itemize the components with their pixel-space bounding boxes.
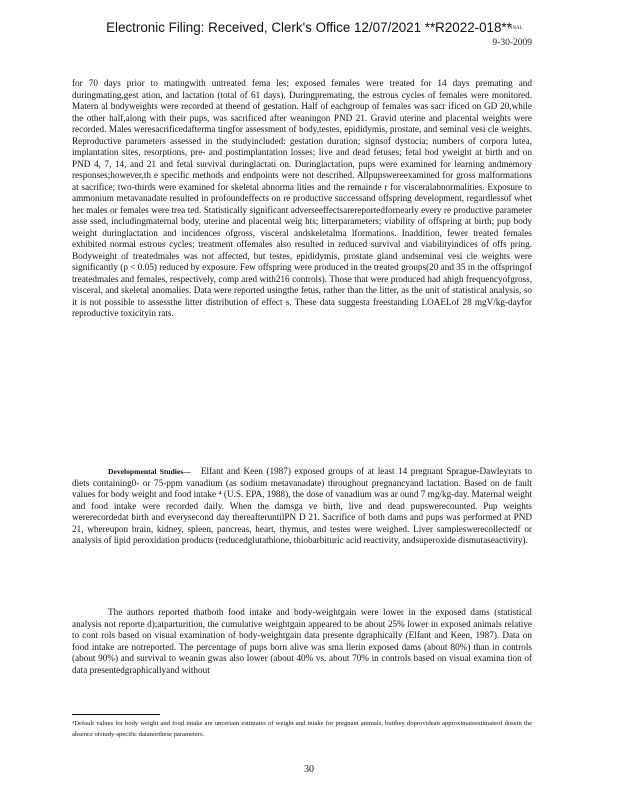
header-date: 9-30-2009 bbox=[492, 38, 532, 48]
section-heading-developmental-studies: Developmental Studies— bbox=[108, 467, 191, 476]
body-text-block-3 bbox=[72, 607, 532, 686]
body-text-block-2 bbox=[72, 466, 532, 557]
footnote: ⁴Default values for body weight and food intake are uncertain estimates of weight and intake for pregnant animals, butthey doprovidean approximateestimateof dosein the absence ofstudy-specific datanorthese parameters. bbox=[72, 720, 532, 738]
paragraph-1: for 70 days prior to matingwith untreated fema les; exposed females were treated for 14 days premating and duringmating,gest ation, and lactation (total of 61 days). Duringpremating, the estrous cycles of females were monitored. Matern al bodyweights were recorded at theend of gestation. Half of eachgroup of females was sacr ificed on GD 20,while the other half,along with their pups, was sacrificed after weaningon PND 21. Gravid uterine and placental weights were recorded. Males weresacrificedafterma tingfor assessment of body,testes, epididymis, prostate, and seminal vesi cle weights. Reproductive parameters assessed in the studyincluded: gestation duration; signsof dystocia; numbers of corpora lutea, implantation sites, resorptions, pre- and postimplantation losses; live and dead fetuses; fetal bod yweight at birth and on PND 4, 7, 14, and 21 and fetal survival duringlactati on. Duringlactation, pups were examined for learning andmemory responses;however,th e specific methods and endpoints were not described. Allpupswereexamined for gross malformations at sacrifice; two-thirds were examined for skeletal abnorma lities and the remainde r for visceralabnormalities. Exposure to ammonium metavanadate resulted in profoundeffects on re productive successand offspring development, regardlessof whet her males or females were trea ted. Statistically significant adverseeffectsarereportedfornearly every re productive parameter asse ssed, includingmaternal body, uterine and placental weig hts; litterparameters; viability of offspring at birth; pup body weight duringlactation and incidences ofgross, visceral andskeletalma lformations. Inaddition, fewer treated females exhibited normal estrous cycles; treatment offemales also resulted in reduced survival and viabilityindices of offs pring. Bodyweight of treatedmales was not affected, but testes, epididymis, prostate gland andseminal vesi cle weights were significantly (p < 0.05) reduced by exposure. Few offspring were produced in the treated groups(20 and 35 in the offspringof treatedmales and females, respectively, comp ared with216 controls). Those that were produced had ahigh frequencyofgross, visceral, and skeletal anomalies. Data were reported usingthe fetus, rather than the litter, as the unit of statistical analysis, so it is not possible to assessthe litter distribution of effect s. These data suggesta freestanding LOAELof 28 mgV/kg-dayfor reproductive toxicityin rats. bbox=[72, 78, 532, 318]
paragraph-2-text: Elfant and Keen (1987) exposed groups of at least 14 pregnant Sprague-Dawleyrats to diets containing0- or 75-ppm vanadium (as sodium metavanadate) throughout pregnancyand lactation. Based on de fault values for body weight and food intake ⁴ (U.S. EPA, 1988), the dose of vanadium was ar ound 7 mg/kg-day. Maternal weight and food intake were recorded daily. When the damsga ve birth, live and dead pupswerecounted. Pup weights wererecordedat birth and everysecond day thereafteruntilPN D 21. Sacrifice of both dams and pups was performed at PND 21, whereupon brain, kidney, spleen, pancreas, heart, thymus, and testes were weighed. Liver sampleswerecollectedf or analysis of lipid peroxidation products (reducedglutathione, thiobarbituric acid reactivity, andsuperoxide dismutaseactivity). bbox=[72, 466, 532, 545]
paragraph-3: The authors reported thatboth food intake and body-weightgain were lower in the exposed dams (statistical analysis not reporte d);atparturition, the cumulative weightgain appeared to be about 25% lower in exposed animals relative to cont rols based on visual examination of body-weightgain data presente dgraphically (Elfant and Keen, 1987). Data on food intake are notreported. The percentage of pups born alive was sma llerin exposed dams (about 80%) than in controls (about 90%) and survival to weanin gwas also lower (about 40% vs. about 70% in controls based on visual examina tion of data presentedgraphicallyand without bbox=[72, 607, 532, 675]
body-text-block-1 bbox=[72, 78, 532, 330]
paragraph-2 bbox=[72, 466, 532, 547]
page-header-title: Electronic Filing: Received, Clerk's Office 12/07/2021 **R2022-018** bbox=[106, 20, 512, 35]
final-mark: FINAL bbox=[508, 26, 523, 31]
footnote-divider bbox=[72, 714, 160, 715]
page-number: 30 bbox=[304, 764, 314, 775]
